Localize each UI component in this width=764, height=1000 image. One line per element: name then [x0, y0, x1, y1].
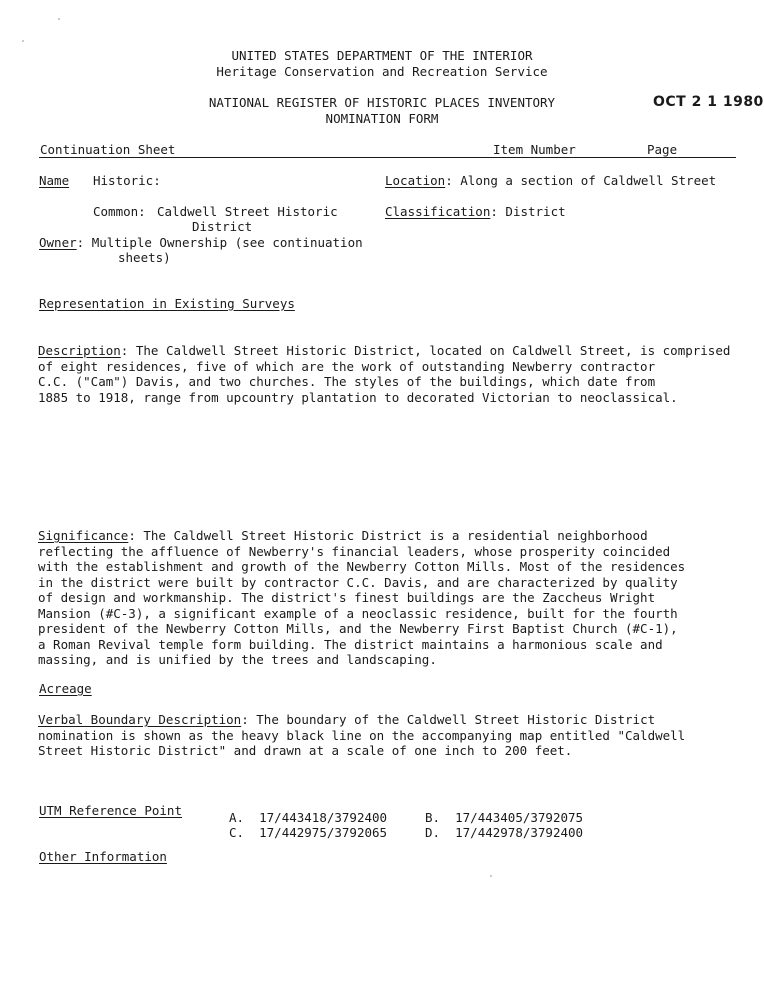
boundary-section: Verbal Boundary Description: The boundary of the Caldwell Street Historic District nomination is shown as the heavy black line on the accompanying map entitled "Caldwell Street Historic District" and drawn at a scale of one inch to 200 feet.: [38, 712, 686, 758]
description-text: The Caldwell Street Historic District, located on Caldwell Street, is comprised of eight residences, five of which are the work of outstanding Newberry contractor C.C. ("Cam") Davis, and two churches. The styles of the buildings, which date from 1885 to 1918, range from upcountry plantation to decorated Victorian to neoclassical.: [38, 343, 731, 405]
agency-name: UNITED STATES DEPARTMENT OF THE INTERIOR: [231, 48, 533, 63]
significance-text: The Caldwell Street Historic District is a residential neighborhood reflecting the affluence of Newberry's financial leaders, whose prosperity coincided with the establishment and growth of the Newberry Cotton Mills. Most of the residences in the district were built by contractor C.C. Davis, and are characterized by quality of design and workmanship. The district's finest buildings are the Zaccheus Wright Mansion (#C-3), a significant example of a neoclassic residence, built for the fourth president of the Newberry Cotton Mills, and the Newberry First Baptist Church (#C-1), a Roman Revival temple form building. The district maintains a harmonious scale and massing, and is unified by the trees and landscaping.: [38, 528, 686, 667]
form-title: NATIONAL REGISTER OF HISTORIC PLACES INVENTORY: [208, 95, 556, 110]
utm-point-a: A. 17/443418/3792400: [229, 810, 388, 825]
agency-service: Heritage Conservation and Recreation Service: [216, 64, 548, 79]
description-section: Description: The Caldwell Street Historic District, located on Caldwell Street, is comprised of eight residences, five of which are the work of outstanding Newberry contractor C.C. ("Cam") Davis, and two churches. The styles of the buildings, which date from 1885 to 1918, range from upcountry plantation to decorated Victorian to neoclassical.: [38, 343, 731, 405]
classification-value: District: [505, 204, 566, 219]
boundary-label: Verbal Boundary Description: [38, 712, 242, 727]
name-label: Name: [39, 173, 70, 188]
description-label: Description: [38, 343, 121, 358]
scan-speck: [490, 875, 492, 877]
significance-label: Significance: [38, 528, 129, 543]
owner-value-line2: sheets): [118, 250, 171, 265]
owner-label: Owner: [39, 235, 77, 250]
acreage-label: Acreage: [39, 681, 92, 696]
significance-section: Significance: The Caldwell Street Historic District is a residential neighborhood reflecting the affluence of Newberry's financial leaders, whose prosperity coincided with the establishment and growth of the Newberry Cotton Mills. Most of the residences in the district were built by contractor C.C. Davis, and are characterized by quality of design and workmanship. The district's finest buildings are the Zaccheus Wright Mansion (#C-3), a significant example of a neoclassic residence, built for the fourth president of the Newberry Cotton Mills, and the Newberry First Baptist Church (#C-1), a Roman Revival temple form building. The district maintains a harmonious scale and massing, and is unified by the trees and landscaping.: [38, 528, 686, 667]
form-subtitle: NOMINATION FORM: [325, 111, 439, 126]
common-name-line2: District: [192, 219, 253, 234]
nomination-form-page: UNITED STATES DEPARTMENT OF THE INTERIOR Heritage Conservation and Recreation Service NATIONAL REGISTER OF HISTORIC PLACES INVENTORY NOMINATION FORM OCT 2 1 1980 Continuation Sheet Item Number Page Name Historic: Common: Caldwell Street Historic District Owner: Multiple Ownership (see continuation sheets) Location: Along a section of Caldwell Street Classification: District Representation in Existing Surveys Description: The Caldwell Street Historic District, located on Caldwell Street, is comprised of eight residences, five of which are the work of outstanding Newberry contractor C.C. ("Cam") Davis, and two churches. The styles of the buildings, which date from 1885 to 1918, range from upcountry plantation to decorated Victorian to neoclassical. Significance: The Caldwell Street Historic District is a residential neighborhood reflecting the affluence of Newberry's financial leaders, whose prosperity coincided with the establishment and growth of the Newberry Cotton Mills. Most of the residences in the district were built by contractor C.C. Davis, and are characterized by quality of design and workmanship. The district's finest buildings are the Zaccheus Wright Mansion (#C-3), a significant example of a neoclassic residence, built for the fourth president of the Newberry Cotton Mills, and the Newberry First Baptist Church (#C-1), a Roman Revival temple form building. The district maintains a harmonious scale and massing, and is unified by the trees and landscaping. Acreage Verbal Boundary Description: The boundary of the Caldwell Street Historic District nomination is shown as the heavy black line on the accompanying map entitled "Caldwell Street Historic District" and drawn at a scale of one inch to 200 feet. UTM Reference Point A. 17/443418/3792400 B. 17/443405/3792075 C. 17/442975/3792065 D. 17/442978/3792400 Other Information: [0, 0, 764, 1000]
utm-point-c: C. 17/442975/3792065: [229, 825, 388, 840]
classification-label: Classification: [385, 204, 491, 219]
scan-speck: [58, 18, 60, 20]
date-stamp: OCT 2 1 1980: [653, 94, 764, 110]
scan-speck: [22, 40, 24, 42]
sheet-bar-rule: [39, 157, 736, 158]
representation-label: Representation in Existing Surveys: [39, 296, 295, 311]
historic-label: Historic:: [93, 173, 161, 188]
utm-label: UTM Reference Point: [39, 803, 182, 818]
location-label: Location: [385, 173, 446, 188]
boundary-text: The boundary of the Caldwell Street Historic District nomination is shown as the heavy black line on the accompanying map entitled "Caldwell Street Historic District" and drawn at a scale of one inch to 200 feet.: [38, 712, 686, 758]
utm-point-b: B. 17/443405/3792075: [425, 810, 584, 825]
other-information-label: Other Information: [39, 849, 167, 864]
continuation-sheet-label: Continuation Sheet: [40, 142, 176, 157]
common-label: Common:: [93, 204, 146, 219]
common-name-line1: Caldwell Street Historic: [157, 204, 338, 219]
page-label: Page: [647, 142, 678, 157]
item-number-label: Item Number: [493, 142, 576, 157]
location-value: Along a section of Caldwell Street: [460, 173, 717, 188]
utm-point-d: D. 17/442978/3792400: [425, 825, 584, 840]
owner-value-line1: Multiple Ownership (see continuation: [91, 235, 363, 250]
